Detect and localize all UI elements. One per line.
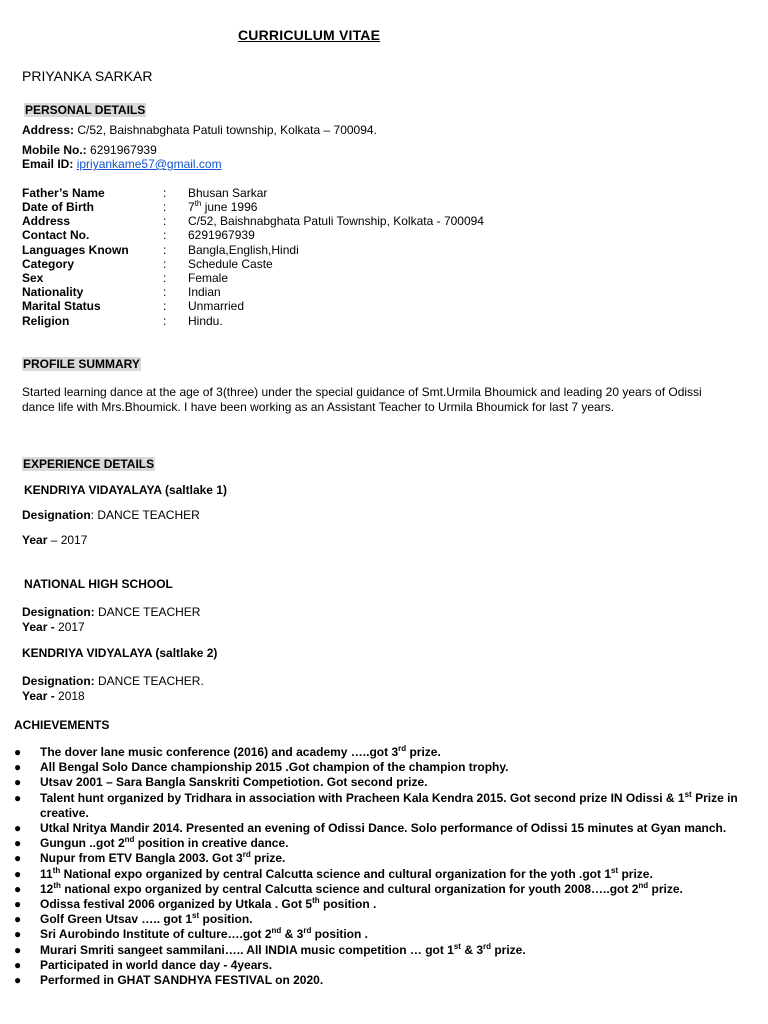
achievement-item (14, 912, 758, 927)
experience-heading (22, 457, 155, 471)
achievement-item (14, 821, 758, 836)
job-designation (22, 508, 200, 522)
email-link[interactable]: ipriyankame57@gmail.com (76, 157, 222, 171)
personal-row-label: Sex (22, 271, 44, 285)
job-year (22, 533, 87, 547)
profile-summary-heading-text: PROFILE SUMMARY (23, 357, 140, 371)
personal-row-value: Indian (188, 285, 221, 299)
personal-row-value: 6291967939 (188, 228, 255, 242)
designation-value: : DANCE TEACHER (90, 508, 200, 522)
personal-row-label: Marital Status (22, 299, 101, 313)
personal-row-colon: : (163, 299, 167, 313)
personal-row-colon: : (163, 214, 167, 228)
achievement-text: Nupur from ETV Bangla 2003. Got 3rd prize. (40, 850, 286, 866)
achievement-item (14, 760, 758, 775)
achievement-text: All Bengal Solo Dance championship 2015 .Got champion of the champion trophy. (40, 760, 509, 775)
job-designation (22, 605, 200, 619)
year-label: Year - (22, 620, 55, 634)
year-label: Year (22, 533, 48, 547)
bullet-icon: ● (14, 912, 22, 927)
mobile-line (22, 143, 157, 157)
personal-row-value: Hindu. (188, 314, 223, 328)
achievement-text: 12th national expo organized by central Calcutta science and cultural organization for youth 2008…..got 2nd prize. (40, 880, 683, 896)
personal-row-label: Religion (22, 314, 70, 328)
achievement-item (14, 897, 758, 912)
personal-row-label: Father’s Name (22, 186, 105, 200)
bullet-icon: ● (14, 836, 22, 851)
achievement-text: Golf Green Utsav ….. got 1st position. (40, 911, 253, 927)
year-label: Year - (22, 689, 55, 703)
personal-row-colon: : (163, 200, 167, 214)
achievement-item (14, 867, 758, 882)
achievement-item (14, 775, 758, 790)
personal-row-value: Schedule Caste (188, 257, 273, 271)
bullet-icon: ● (14, 760, 22, 775)
personal-row-label: Category (22, 257, 75, 271)
bullet-icon: ● (14, 973, 22, 988)
achievement-item (14, 973, 758, 988)
address-line (22, 123, 377, 137)
bullet-icon: ● (14, 866, 22, 881)
personal-row-colon: : (163, 243, 167, 257)
personal-row-value: Female (188, 271, 229, 285)
personal-row-value: 7th june 1996 (188, 199, 258, 214)
personal-row-value: C/52, Baishnabghata Patuli Township, Kolkata - 700094 (188, 214, 484, 228)
bullet-icon: ● (14, 790, 22, 805)
designation-value: DANCE TEACHER. (94, 674, 204, 688)
personal-row-colon: : (163, 271, 167, 285)
bullet-icon: ● (14, 821, 22, 836)
personal-row-label: Contact No. (22, 228, 90, 242)
personal-row-label: Date of Birth (22, 200, 94, 214)
document-title: CURRICULUM VITAE (238, 27, 381, 43)
achievement-item (14, 927, 758, 942)
profile-summary-heading (22, 357, 141, 371)
achievement-text: Participated in world dance day - 4years. (40, 957, 273, 972)
personal-row-label: Languages Known (22, 243, 129, 257)
achievement-text: Performed in GHAT SANDHYA FESTIVAL on 2020. (40, 973, 324, 988)
achievement-item (14, 943, 758, 958)
achievement-text: The dover lane music conference (2016) and academy …..got 3rd prize. (40, 744, 441, 759)
bullet-icon: ● (14, 851, 22, 866)
personal-row-colon: : (163, 314, 167, 328)
designation-value: DANCE TEACHER (94, 605, 201, 619)
achievement-text: Utsav 2001 – Sara Bangla Sanskriti Competiotion. Got second prize. (40, 775, 428, 790)
bullet-icon: ● (14, 927, 22, 942)
designation-label: Designation (22, 508, 91, 522)
job-year (22, 689, 85, 703)
personal-row-value: Bhusan Sarkar (188, 186, 268, 200)
profile-summary-text: Started learning dance at the age of 3(three) under the special guidance of Smt.Urmila Bhoumick and leading 20 years of Odissi dance life with Mrs.Bhoumick. I have been working as an Assistant Teacher to Urmila Bhoumick for last 7 years. (22, 385, 702, 414)
job-org: KENDRIYA VIDAYALAYA (saltlake 1) (24, 483, 227, 497)
achievement-text: Sri Aurobindo Institute of culture….got 2nd & 3rd position . (40, 926, 369, 942)
achievement-text: Gungun ..got 2nd position in creative dance. (40, 835, 289, 851)
mobile-value: 6291967939 (90, 143, 157, 157)
year-value: 2018 (54, 689, 85, 703)
achievement-text: Odissa festival 2006 organized by Utkala . Got 5th position . (40, 896, 377, 912)
achievement-item (14, 791, 758, 821)
personal-row-colon: : (163, 285, 167, 299)
personal-row-colon: : (163, 257, 167, 271)
achievement-item (14, 958, 758, 973)
achievement-text: 11th National expo organized by central Calcutta science and cultural organization for the yoth .got 1st prize. (40, 865, 653, 881)
achievement-item (14, 836, 758, 851)
mobile-label: Mobile No.: (22, 143, 87, 157)
address-value: C/52, Baishnabghata Patuli township, Kolkata – 700094. (77, 123, 377, 137)
achievement-item (14, 851, 758, 866)
bullet-icon: ● (14, 881, 22, 896)
job-designation (22, 674, 204, 688)
address-label: Address: (22, 123, 75, 137)
email-line (22, 157, 222, 171)
personal-details-heading-text: PERSONAL DETAILS (25, 103, 146, 117)
bullet-icon: ● (14, 897, 22, 912)
bullet-icon: ● (14, 745, 22, 759)
achievements-list (14, 745, 758, 988)
achievement-item (14, 882, 758, 897)
year-value: 2017 (54, 620, 85, 634)
achievements-heading: ACHIEVEMENTS (14, 718, 110, 732)
bullet-icon: ● (14, 775, 22, 790)
email-label: Email ID: (22, 157, 74, 171)
job-org: KENDRIYA VIDYALAYA (saltlake 2) (22, 646, 218, 660)
achievement-item (14, 745, 758, 760)
personal-row-colon: : (163, 228, 167, 242)
candidate-name: PRIYANKA SARKAR (22, 68, 153, 84)
designation-label: Designation: (22, 605, 95, 619)
designation-label: Designation: (22, 674, 95, 688)
personal-row-label: Address (22, 214, 71, 228)
bullet-icon: ● (14, 942, 22, 957)
personal-details-heading (24, 103, 146, 117)
experience-heading-text: EXPERIENCE DETAILS (23, 457, 155, 471)
achievement-text: Talent hunt organized by Tridhara in association with Pracheen Kala Kendra 2015. Got second prize IN Odissi & 1st Prize in creative. (40, 789, 738, 820)
job-org: NATIONAL HIGH SCHOOL (24, 577, 173, 591)
bullet-icon: ● (14, 957, 22, 972)
job-year (22, 620, 85, 634)
personal-row-value: Unmarried (188, 299, 245, 313)
personal-row-value: Bangla,English,Hindi (188, 243, 299, 257)
personal-row-label: Nationality (22, 285, 84, 299)
year-value: – 2017 (47, 533, 88, 547)
personal-row-colon: : (163, 186, 167, 200)
achievement-text: Murari Smriti sangeet sammilani….. All INDIA music competition … got 1st & 3rd prize. (40, 941, 526, 957)
achievement-text: Utkal Nritya Mandir 2014. Presented an evening of Odissi Dance. Solo performance of Odissi 15 minutes at Gyan manch. (40, 821, 727, 836)
